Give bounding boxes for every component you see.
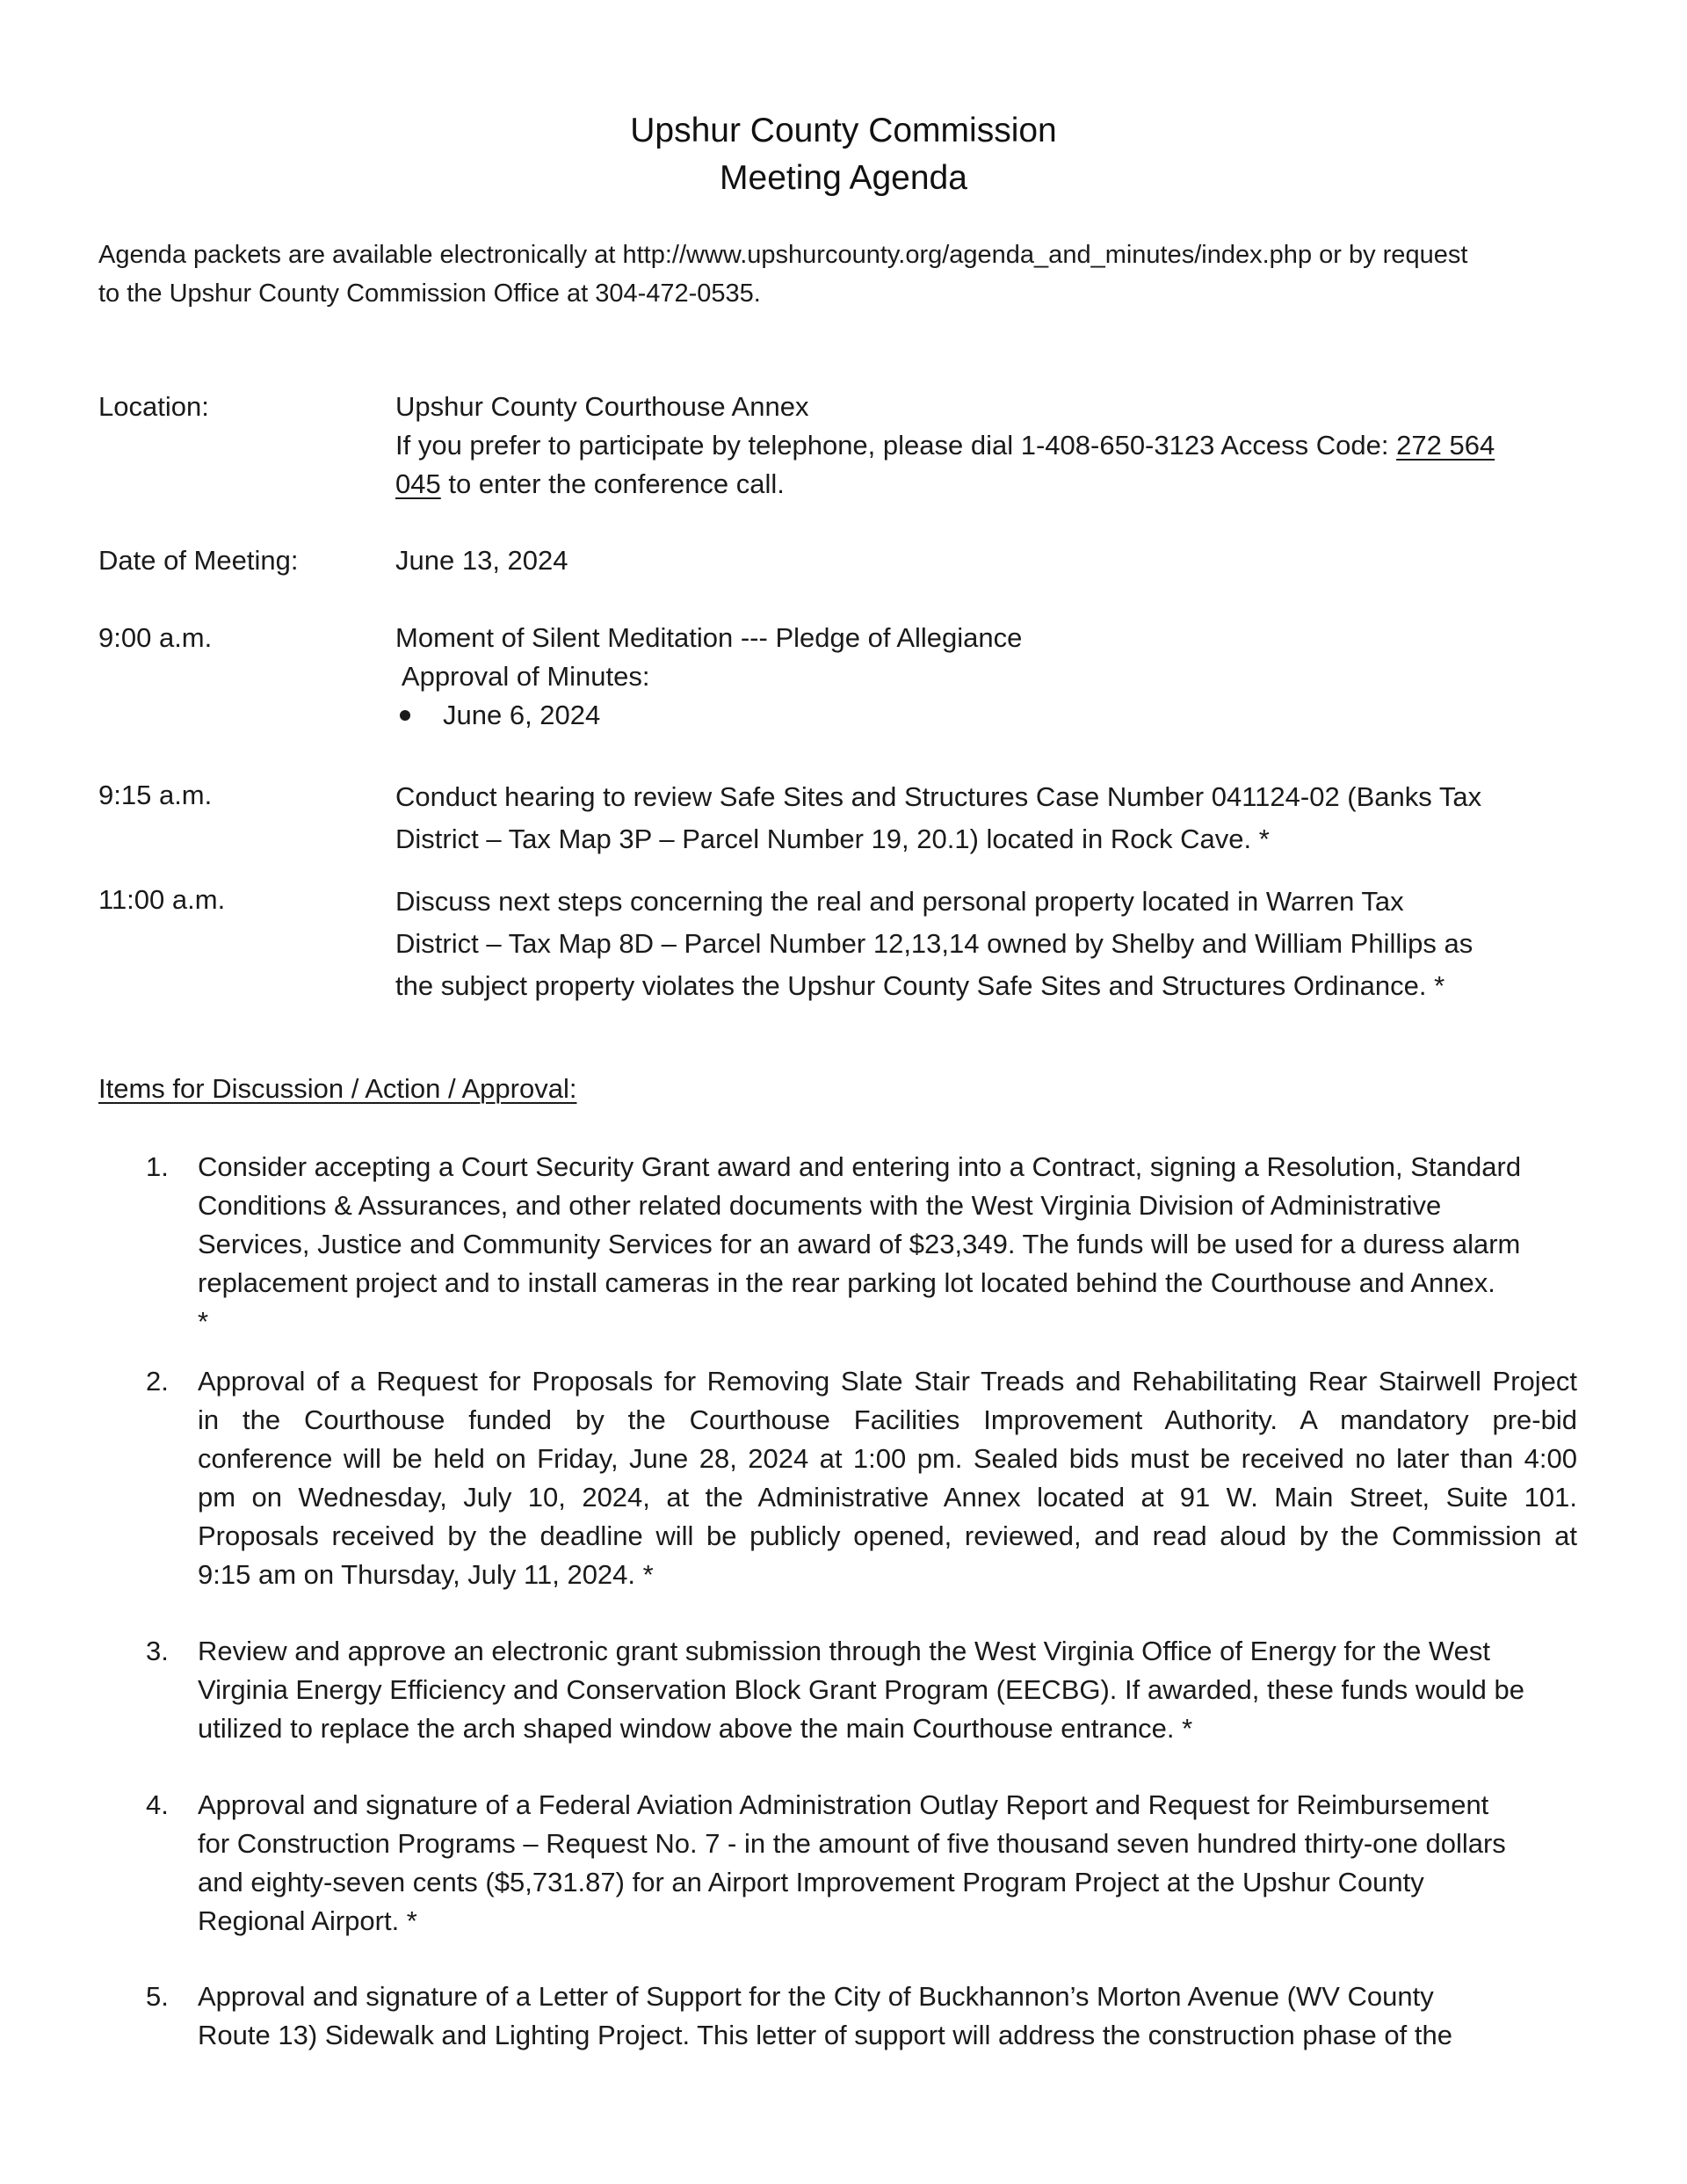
intro-line-1: Agenda packets are available electronically at http://www.upshurcounty.org/agenda_and_minutes/index.php or by request (98, 241, 1468, 269)
schedule-time-1100: 11:00 a.m. (98, 884, 226, 915)
schedule-time-0915: 9:15 a.m. (98, 780, 213, 810)
minutes-bullet: June 6, 2024 (395, 696, 1599, 735)
item-text: Approval and signature of a Letter of Support for the City of Buckhannon’s Morton Avenue (WV County Route 13) Sidewalk and Lighting Project. This letter of support will address the construction phase of the (198, 1981, 1452, 2050)
item-number: 2. (146, 1366, 169, 1397)
item-number: 5. (146, 1981, 169, 2012)
item-number: 4. (146, 1789, 169, 1820)
location-label: Location: (98, 391, 209, 422)
title-line-1: Upshur County Commission (630, 112, 1057, 149)
schedule-item-0900: Moment of Silent Meditation --- Pledge of Allegiance Approval of Minutes: June 6, 2024 (395, 619, 1599, 735)
document-title (0, 107, 1687, 202)
intro-paragraph (98, 236, 1592, 313)
location-phone-line: If you prefer to participate by telephone, please dial 1-408-650-3123 Access Code: 272 564 (395, 430, 1495, 461)
section-heading: Items for Discussion / Action / Approval: (98, 1073, 577, 1104)
schedule-time-0900: 9:00 a.m. (98, 622, 213, 653)
bullet-icon (400, 710, 410, 721)
item-number: 3. (146, 1636, 169, 1666)
item-number: 1. (146, 1151, 169, 1182)
item-text: Approval of a Request for Proposals for Removing Slate Stair Treads and Rehabilitating Rear Stairwell Project in the Courthouse funded by the Courthouse Facilities Improvement Authority. A mandatory pre-bid conference will be held on Friday, June 28, 2024 at 1:00 pm. Sealed bids must be received no later than 4:00 pm on Wednesday, July 10, 2024, at the Administrative Annex located at 91 W. Main Street, Suite 101. Proposals received by the deadline will be publicly opened, reviewed, and read aloud by the Commission at 9:15 am on Thursday, July 11, 2024. * (198, 1366, 1577, 1590)
intro-line-2: to the Upshur County Commission Office at 304-472-0535. (98, 279, 761, 308)
schedule-item-0915: Conduct hearing to review Safe Sites and Structures Case Number 041124-02 (Banks Tax District – Tax Map 3P – Parcel Number 19, 20.1) located in Rock Cave. * (395, 781, 1482, 854)
schedule-item-1100: Discuss next steps concerning the real and personal property located in Warren Tax District – Tax Map 8D – Parcel Number 12,13,14 owned by Shelby and William Phillips as the subject property violates the Upshur County Safe Sites and Structures Ordinance. * (395, 886, 1473, 1001)
title-line-2: Meeting Agenda (720, 159, 967, 197)
location-conference-line: 045 to enter the conference call. (395, 468, 785, 499)
location-details (395, 388, 1599, 504)
access-code-part-1: 272 564 (1396, 430, 1495, 461)
item-text: Approval and signature of a Federal Aviation Administration Outlay Report and Request for Reimbursement for Construction Programs – Request No. 7 - in the amount of five thousand seven hundred thirty-one dollars and eighty-seven cents ($5,731.87) for an Airport Improvement Program Project at the Upshur County Regional Airport. * (198, 1789, 1506, 1936)
access-code-part-2: 045 (395, 468, 441, 499)
location-venue: Upshur County Courthouse Annex (395, 391, 809, 422)
item-text: Consider accepting a Court Security Grant award and entering into a Contract, signing a Resolution, Standard Conditions & Assurances, and other related documents with the West Virginia Division of Administrative Services, Justice and Community Services for an award of $23,349. The funds will be used for a duress alarm replacement project and to install cameras in the rear parking lot located behind the Courthouse and Annex. * (198, 1151, 1522, 1337)
item-text: Review and approve an electronic grant submission through the West Virginia Office of Energy for the West Virginia Energy Efficiency and Conservation Block Grant Program (EECBG). If awarded, these funds would be utilized to replace the arch shaped window above the main Courthouse entrance. * (198, 1636, 1524, 1744)
date-label: Date of Meeting: (98, 545, 299, 576)
date-value: June 13, 2024 (395, 545, 568, 576)
